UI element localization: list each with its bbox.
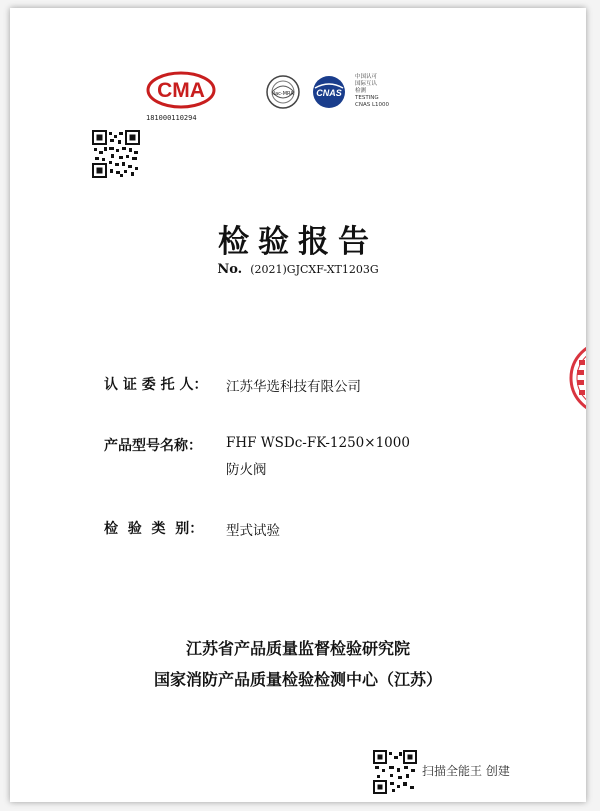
- svg-text:CNAS: CNAS: [316, 88, 342, 98]
- product-model-value: FHF WSDc-FK-1250×1000: [226, 435, 410, 451]
- organization-name-2: 国家消防产品质量检验检测中心（江苏）: [153, 670, 442, 689]
- scanner-qr-icon: [373, 750, 417, 794]
- product-name-value: 防火阀: [226, 462, 267, 478]
- report-number-value: (2021)GJCXF-XT1203G: [250, 263, 379, 276]
- cma-logo-icon: [146, 70, 216, 110]
- organization-name-1: 江苏省产品质量监督检验研究院: [185, 639, 410, 658]
- report-number-label: No.: [217, 262, 243, 277]
- report-page: [10, 8, 586, 802]
- svg-text:ilac-MRA: ilac-MRA: [272, 91, 294, 97]
- scanner-watermark-text: 扫描全能王 创建: [422, 764, 510, 778]
- seal-stamp-icon: [567, 338, 586, 418]
- ilac-mra-logo-icon: [265, 74, 301, 110]
- product-label: 产品型号名称：: [104, 438, 202, 454]
- cnas-logo-icon: [307, 74, 351, 110]
- report-number: [10, 262, 586, 277]
- inspection-type-value: 型式试验: [226, 523, 280, 539]
- svg-text:CMA: CMA: [157, 79, 205, 102]
- cnas-caption: 中国认可 国际互认 检测 TESTING CNAS L1000: [355, 74, 390, 108]
- cma-code: 181000110294: [146, 114, 197, 122]
- client-value: 江苏华选科技有限公司: [226, 379, 361, 395]
- report-title: 检验报告: [218, 224, 378, 260]
- qr-code-icon: [92, 130, 140, 178]
- inspection-type-label: 检 验 类 别：: [104, 521, 204, 537]
- client-label: 认 证 委 托 人：: [104, 377, 208, 393]
